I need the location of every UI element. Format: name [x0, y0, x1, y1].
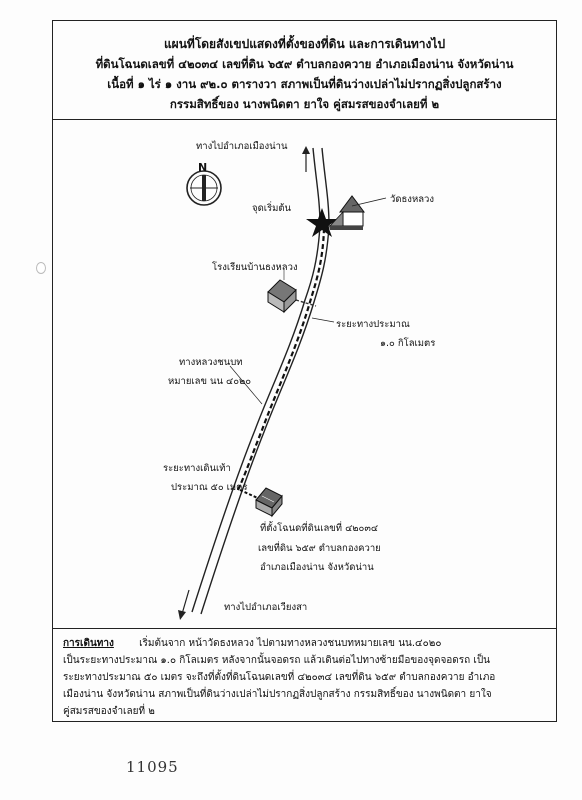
temple-icon — [330, 196, 364, 230]
description-line-2: เป็นระยะทางประมาณ ๑.๐ กิโลเมตร หลังจากนั้นจอดรถ แล้วเดินต่อไปทางซ้ายมือของจุดจอดรถ เป็น — [63, 655, 491, 666]
area-info: เนื้อที่ ๑ ไร่ ๑ งาน ๙๒.๐ ตารางวา สภาพเป็นที่ดินว่างเปล่าไม่ปรากฏสิ่งปลูกสร้าง — [107, 77, 502, 91]
walk-distance-line2: ประมาณ ๕๐ เมตร — [171, 482, 248, 493]
deed-info: ที่ดินโฉนดเลขที่ ๔๒๐๓๔ เลขที่ดิน ๖๕๙ ตำบลกองควาย อำเภอเมืองน่าน จังหวัดน่าน — [95, 57, 514, 71]
description-line-3: ระยะทางประมาณ ๕๐ เมตร จะถึงที่ตั้งที่ดินโฉนดเลขที่ ๔๒๐๓๔ เลขที่ดิน ๖๕๙ ตำบลกองควาย อำเภอ — [63, 672, 496, 683]
handwritten-number: 11095 — [126, 758, 179, 776]
land-site-icon — [256, 488, 282, 516]
north-arrow-icon — [187, 171, 221, 205]
north-label: N — [198, 161, 208, 174]
map-title: แผนที่โดยสังเขปแสดงที่ตั้งของที่ดิน และการเดินทางไป — [163, 37, 446, 51]
travel-description-box — [52, 628, 557, 722]
site-label-line3: อำเภอเมืองน่าน จังหวัดน่าน — [260, 562, 374, 573]
school-icon — [268, 280, 296, 312]
description-line-1 — [63, 636, 441, 651]
description-line-5: คู่สมรสของจำเลยที่ ๒ — [63, 706, 155, 717]
distance-line2: ๑.๐ กิโลเมตร — [380, 338, 436, 349]
description-line1-text: เริ่มต้นจาก หน้าวัดธงหลวง ไปตามทางหลวงชนบทหมายเลข นน.๔๐๒๐ — [139, 638, 442, 649]
description-title: การเดินทาง — [63, 638, 114, 649]
start-point-label: จุดเริ่มต้น — [252, 203, 292, 214]
arrow-down-icon — [178, 590, 189, 620]
distance-line1: ระยะทางประมาณ — [336, 319, 410, 330]
arrow-up-icon — [302, 146, 310, 172]
to-wiang-label: ทางไปอำเภอเวียงสา — [224, 602, 308, 613]
road-name-line2: หมายเลข นน ๔๐๒๐ — [168, 376, 252, 387]
owner-info: กรรมสิทธิ์ของ นางพนิดตา ยาใจ คู่สมรสของจำเลยที่ ๒ — [169, 97, 440, 111]
road-name-line1: ทางหลวงชนบท — [179, 357, 243, 368]
to-city-label: ทางไปอำเภอเมืองน่าน — [196, 141, 288, 152]
temple-label: วัดธงหลวง — [390, 194, 434, 205]
site-label-line1: ที่ตั้งโฉนดที่ดินเลขที่ ๔๒๐๓๔ — [260, 523, 379, 534]
site-label-line2: เลขที่ดิน ๖๕๙ ตำบลกองควาย — [258, 543, 381, 554]
walk-distance-line1: ระยะทางเดินเท้า — [163, 463, 231, 474]
school-label: โรงเรียนบ้านธงหลวง — [212, 262, 298, 273]
description-line-4: เมืองน่าน จังหวัดน่าน สภาพเป็นที่ดินว่างเปล่าไม่ปรากฏสิ่งปลูกสร้าง กรรมสิทธิ์ของ นางพนิดตา ยาใจ — [63, 689, 492, 700]
